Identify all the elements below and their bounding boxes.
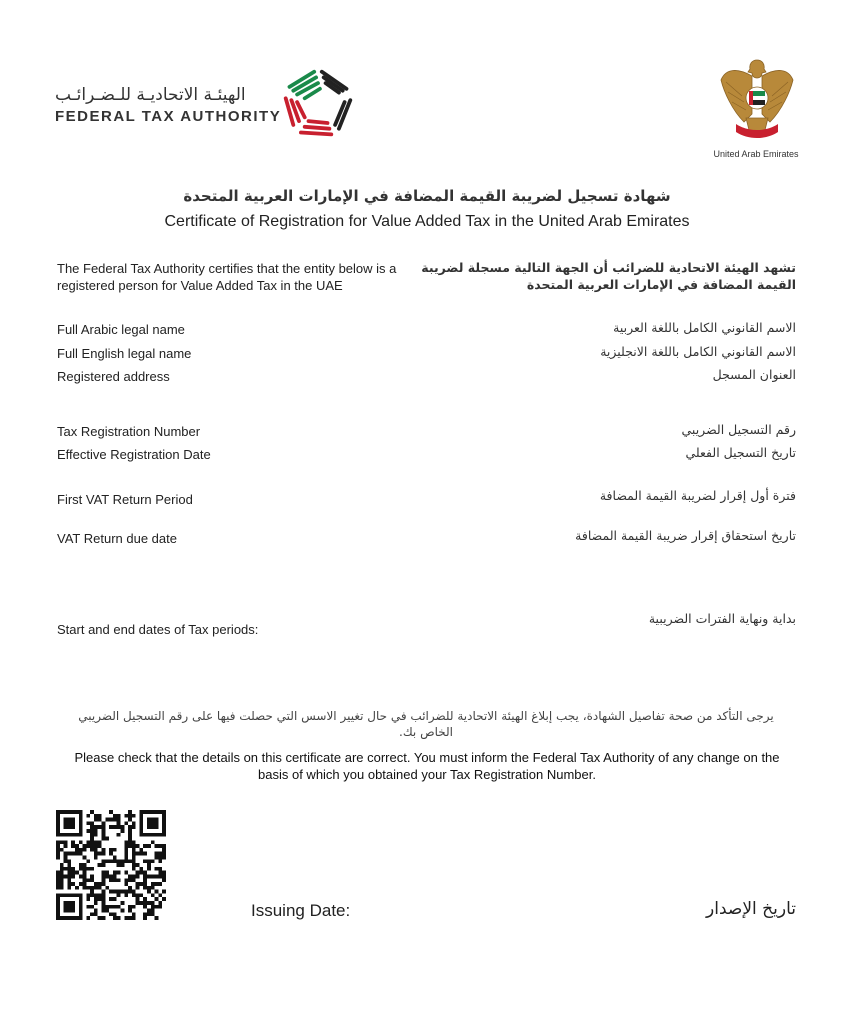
uae-emblem-icon — [718, 52, 796, 144]
certification-statement-english: The Federal Tax Authority certifies that the entity below is a registered person for Value Added Tax in the UAE — [57, 261, 397, 293]
label-full-english-legal-name-ar: الاسم القانوني الكامل باللغة الانجليزية — [600, 344, 796, 359]
certificate-title-english: Certificate of Registration for Value Added Tax in the United Arab Emirates — [164, 213, 690, 230]
issuing-date-label-ar: تاريخ الإصدار — [706, 899, 796, 919]
label-vat-return-due-date: VAT Return due date — [57, 531, 177, 546]
fta-logo-icon — [280, 66, 356, 142]
label-full-arabic-legal-name: Full Arabic legal name — [57, 322, 185, 337]
label-full-english-legal-name: Full English legal name — [57, 346, 192, 361]
certification-statement-arabic: تشهد الهيئة الاتحادية للضرائب أن الجهة التالية مسجلة لضريبة القيمة المضافة في الإمارات العربية المتحدة — [421, 260, 796, 292]
authority-name-english: FEDERAL TAX AUTHORITY — [55, 108, 282, 125]
country-label: United Arab Emirates — [713, 149, 799, 159]
label-tax-registration-number-ar: رقم التسجيل الضريبي — [681, 422, 796, 437]
label-tax-registration-number: Tax Registration Number — [57, 424, 201, 439]
label-first-vat-return-period-ar: فترة أول إقرار لضريبة القيمة المضافة — [599, 488, 796, 503]
authority-name-arabic: الهيئـة الاتحاديـة للـضـرائـب — [55, 85, 246, 105]
certificate-title-arabic: شهادة تسجيل لضريبة القيمة المضافة في الإمارات العربية المتحدة — [183, 187, 671, 205]
notice-english: Please check that the details on this certificate are correct. You must inform the Federal Tax Authority of any change on the basis of which you obtained your Tax Registration Number. — [74, 750, 780, 782]
label-vat-return-due-date-ar: تاريخ استحقاق إقرار ضريبة القيمة المضافة — [575, 528, 796, 543]
label-effective-registration-date: Effective Registration Date — [57, 447, 211, 462]
notice-arabic: يرجى التأكد من صحة تفاصيل الشهادة، يجب إبلاغ الهيئة الاتحادية للضرائب في حال تغيير الاسس التي حصلت فيها على رقم التسجيل الضريبي الخاص بك. — [78, 709, 774, 739]
qr-code-icon — [56, 810, 166, 920]
label-registered-address-ar: العنوان المسجل — [712, 367, 796, 382]
label-tax-periods: Start and end dates of Tax periods: — [57, 622, 259, 637]
issuing-date-label: Issuing Date: — [251, 901, 351, 920]
label-full-arabic-legal-name-ar: الاسم القانوني الكامل باللغة العربية — [613, 320, 796, 335]
label-effective-registration-date-ar: تاريخ التسجيل الفعلي — [685, 445, 796, 460]
label-first-vat-return-period: First VAT Return Period — [57, 492, 193, 507]
label-tax-periods-ar: بداية ونهاية الفترات الضريبية — [648, 611, 796, 626]
label-registered-address: Registered address — [57, 369, 170, 384]
